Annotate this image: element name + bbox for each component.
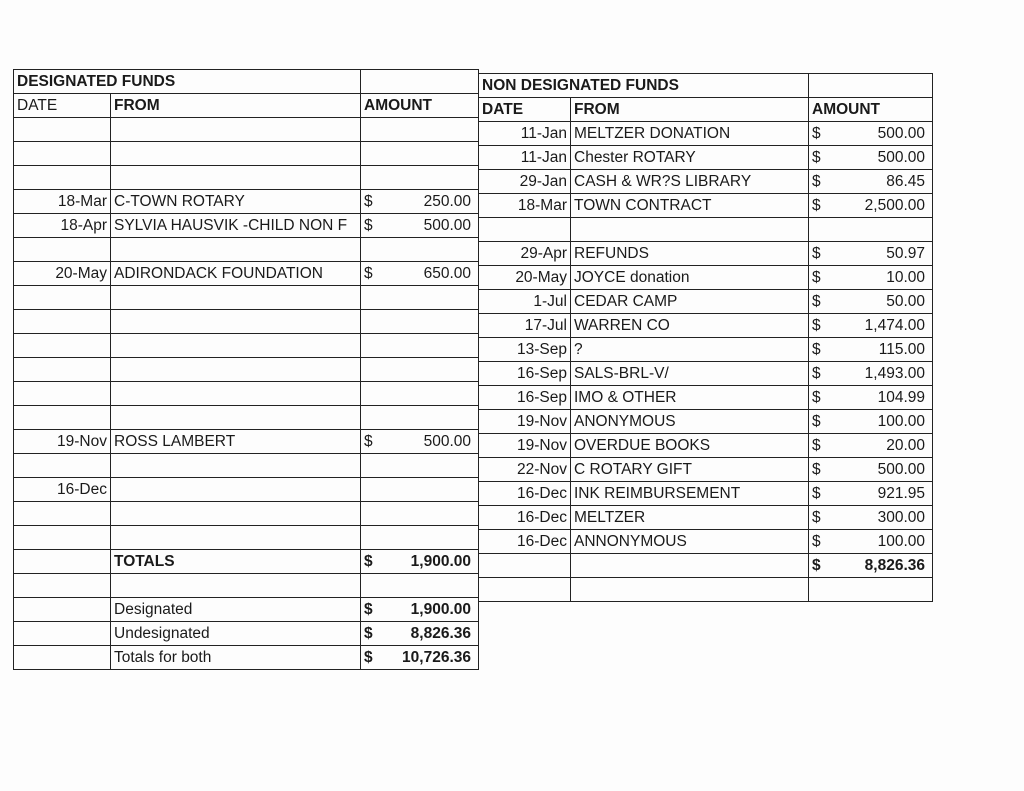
amount-value: 650.00	[423, 265, 471, 282]
amount-cell	[361, 646, 479, 670]
from-cell	[111, 334, 361, 358]
summary-row	[14, 646, 479, 670]
currency-symbol: $	[364, 625, 373, 642]
header-date: DATE	[14, 94, 111, 118]
from-cell: SALS-BRL-V/	[571, 362, 809, 386]
table-row	[479, 482, 933, 506]
table-row	[14, 118, 479, 142]
from-cell	[111, 166, 361, 190]
amount-cell	[361, 526, 479, 550]
amount-value: 50.97	[886, 245, 925, 262]
currency-symbol: $	[812, 509, 821, 526]
amount-cell	[361, 622, 479, 646]
amount-value: 50.00	[886, 293, 925, 310]
table-row	[14, 286, 479, 310]
amount-cell	[361, 478, 479, 502]
table-row	[14, 478, 479, 502]
non-designated-title-row	[479, 74, 933, 98]
table-row	[479, 362, 933, 386]
amount-cell	[361, 454, 479, 478]
currency-symbol: $	[364, 265, 373, 282]
from-cell: C ROTARY GIFT	[571, 458, 809, 482]
date-cell: 17-Jul	[479, 314, 571, 338]
from-cell	[571, 578, 809, 602]
currency-symbol: $	[364, 649, 373, 666]
amount-cell	[361, 502, 479, 526]
from-cell: INK REIMBURSEMENT	[571, 482, 809, 506]
table-row	[14, 166, 479, 190]
currency-symbol: $	[812, 125, 821, 142]
table-row	[479, 122, 933, 146]
designated-title-row	[14, 70, 479, 94]
currency-symbol: $	[812, 413, 821, 430]
from-cell	[111, 310, 361, 334]
table-row	[479, 146, 933, 170]
date-cell	[14, 286, 111, 310]
date-cell: 19-Nov	[479, 434, 571, 458]
table-row	[479, 218, 933, 242]
summary-label: Undesignated	[111, 622, 361, 646]
date-cell	[14, 550, 111, 574]
amount-cell	[361, 262, 479, 286]
table-row	[479, 266, 933, 290]
amount-value: 1,900.00	[410, 553, 471, 570]
amount-value: 1,474.00	[864, 317, 925, 334]
table-row	[479, 410, 933, 434]
date-cell	[14, 454, 111, 478]
from-cell: ANNONYMOUS	[571, 530, 809, 554]
currency-symbol: $	[812, 437, 821, 454]
currency-symbol: $	[364, 193, 373, 210]
table-row	[479, 338, 933, 362]
amount-cell	[809, 266, 933, 290]
amount-value: 104.99	[877, 389, 925, 406]
currency-symbol: $	[812, 485, 821, 502]
amount-cell	[361, 238, 479, 262]
from-cell: TOWN CONTRACT	[571, 194, 809, 218]
table-row	[479, 386, 933, 410]
blank-row	[479, 578, 933, 602]
table-row	[479, 194, 933, 218]
date-cell: 16-Dec	[14, 478, 111, 502]
from-cell: REFUNDS	[571, 242, 809, 266]
amount-value: 86.45	[886, 173, 925, 190]
table-row	[14, 502, 479, 526]
summary-label: Designated	[111, 598, 361, 622]
table-row	[479, 434, 933, 458]
from-cell	[111, 118, 361, 142]
header-from: FROM	[571, 98, 809, 122]
table-row	[14, 334, 479, 358]
from-cell	[111, 454, 361, 478]
amount-value: 300.00	[877, 509, 925, 526]
amount-value: 8,826.36	[864, 557, 925, 574]
currency-symbol: $	[812, 461, 821, 478]
from-cell: SYLVIA HAUSVIK -CHILD NON F	[111, 214, 361, 238]
from-cell: C-TOWN ROTARY	[111, 190, 361, 214]
currency-symbol: $	[812, 197, 821, 214]
non-designated-title: NON DESIGNATED FUNDS	[479, 74, 809, 98]
amount-cell	[361, 574, 479, 598]
from-cell	[111, 406, 361, 430]
date-cell: 19-Nov	[479, 410, 571, 434]
currency-symbol: $	[812, 149, 821, 166]
non-designated-funds-table	[478, 73, 933, 602]
date-cell	[14, 118, 111, 142]
amount-cell	[361, 358, 479, 382]
amount-cell	[361, 382, 479, 406]
summary-row	[14, 598, 479, 622]
amount-value: 921.95	[877, 485, 925, 502]
currency-symbol: $	[364, 553, 373, 570]
amount-value: 500.00	[877, 461, 925, 478]
date-cell: 16-Sep	[479, 362, 571, 386]
table-row	[14, 238, 479, 262]
table-row	[479, 314, 933, 338]
date-cell	[14, 502, 111, 526]
amount-cell	[361, 166, 479, 190]
currency-symbol: $	[812, 341, 821, 358]
date-cell	[14, 310, 111, 334]
from-cell	[571, 554, 809, 578]
date-cell: 18-Mar	[479, 194, 571, 218]
amount-value: 1,493.00	[864, 365, 925, 382]
from-cell: Chester ROTARY	[571, 146, 809, 170]
amount-cell	[361, 598, 479, 622]
amount-cell	[809, 506, 933, 530]
date-cell: 11-Jan	[479, 146, 571, 170]
date-cell: 16-Dec	[479, 506, 571, 530]
currency-symbol: $	[812, 269, 821, 286]
date-cell	[14, 526, 111, 550]
designated-title: DESIGNATED FUNDS	[14, 70, 361, 94]
table-row	[14, 262, 479, 286]
date-cell: 13-Sep	[479, 338, 571, 362]
currency-symbol: $	[812, 245, 821, 262]
from-cell: ?	[571, 338, 809, 362]
date-cell: 20-May	[479, 266, 571, 290]
currency-symbol: $	[812, 173, 821, 190]
table-row	[14, 190, 479, 214]
amount-value: 500.00	[877, 125, 925, 142]
amount-value: 10.00	[886, 269, 925, 286]
amount-cell	[809, 194, 933, 218]
amount-cell	[809, 290, 933, 314]
from-cell	[111, 574, 361, 598]
date-cell: 20-May	[14, 262, 111, 286]
date-cell: 22-Nov	[479, 458, 571, 482]
table-row	[479, 506, 933, 530]
amount-cell	[361, 310, 479, 334]
date-cell	[479, 578, 571, 602]
amount-cell	[809, 458, 933, 482]
date-cell: 16-Dec	[479, 530, 571, 554]
totals-row	[479, 554, 933, 578]
currency-symbol: $	[812, 365, 821, 382]
from-cell	[111, 382, 361, 406]
amount-cell	[361, 406, 479, 430]
from-cell	[111, 358, 361, 382]
currency-symbol: $	[812, 533, 821, 550]
amount-value: 115.00	[878, 341, 925, 358]
table-row	[14, 382, 479, 406]
table-row	[479, 290, 933, 314]
amount-cell	[809, 386, 933, 410]
from-cell: MELTZER DONATION	[571, 122, 809, 146]
amount-cell	[809, 482, 933, 506]
from-cell	[111, 286, 361, 310]
from-cell: ANONYMOUS	[571, 410, 809, 434]
currency-symbol: $	[812, 317, 821, 334]
amount-value: 1,900.00	[410, 601, 471, 618]
from-cell: IMO & OTHER	[571, 386, 809, 410]
table-row	[14, 430, 479, 454]
table-row	[479, 458, 933, 482]
date-cell	[14, 334, 111, 358]
from-cell: MELTZER	[571, 506, 809, 530]
non-designated-header-row	[479, 98, 933, 122]
date-cell: 18-Apr	[14, 214, 111, 238]
amount-value: 500.00	[423, 433, 471, 450]
from-cell	[111, 142, 361, 166]
from-cell: CEDAR CAMP	[571, 290, 809, 314]
date-cell	[479, 218, 571, 242]
amount-value: 20.00	[886, 437, 925, 454]
summary-row	[14, 622, 479, 646]
table-row	[14, 454, 479, 478]
header-amount: AMOUNT	[361, 94, 479, 118]
amount-cell	[809, 314, 933, 338]
date-cell	[14, 166, 111, 190]
date-cell	[14, 574, 111, 598]
from-cell: ADIRONDACK FOUNDATION	[111, 262, 361, 286]
amount-cell	[361, 118, 479, 142]
date-cell	[14, 646, 111, 670]
date-cell	[14, 142, 111, 166]
table-row	[14, 406, 479, 430]
blank-row	[14, 574, 479, 598]
amount-value: 8,826.36	[410, 625, 471, 642]
from-cell: WARREN CO	[571, 314, 809, 338]
currency-symbol: $	[812, 557, 821, 574]
table-row	[14, 214, 479, 238]
summary-label: Totals for both	[111, 646, 361, 670]
date-cell: 11-Jan	[479, 122, 571, 146]
from-cell	[111, 526, 361, 550]
amount-value: 100.00	[877, 413, 925, 430]
date-cell	[14, 382, 111, 406]
amount-cell	[809, 338, 933, 362]
date-cell: 1-Jul	[479, 290, 571, 314]
amount-cell	[809, 410, 933, 434]
currency-symbol: $	[364, 433, 373, 450]
totals-row	[14, 550, 479, 574]
header-date: DATE	[479, 98, 571, 122]
header-amount: AMOUNT	[809, 98, 933, 122]
amount-value: 100.00	[877, 533, 925, 550]
designated-header-row	[14, 94, 479, 118]
amount-cell	[361, 190, 479, 214]
currency-symbol: $	[812, 389, 821, 406]
table-row	[14, 526, 479, 550]
date-cell	[14, 598, 111, 622]
currency-symbol: $	[364, 601, 373, 618]
date-cell: 16-Sep	[479, 386, 571, 410]
table-row	[479, 242, 933, 266]
from-cell	[111, 502, 361, 526]
totals-label: TOTALS	[111, 550, 361, 574]
amount-value: 500.00	[877, 149, 925, 166]
amount-cell	[809, 170, 933, 194]
amount-cell	[361, 286, 479, 310]
from-cell: ROSS LAMBERT	[111, 430, 361, 454]
amount-cell	[809, 242, 933, 266]
date-cell	[14, 406, 111, 430]
from-cell: CASH & WR?S LIBRARY	[571, 170, 809, 194]
table-row	[14, 142, 479, 166]
currency-symbol: $	[812, 293, 821, 310]
amount-cell	[809, 122, 933, 146]
amount-cell	[361, 142, 479, 166]
amount-value: 250.00	[423, 193, 471, 210]
from-cell	[111, 238, 361, 262]
date-cell: 29-Jan	[479, 170, 571, 194]
amount-cell	[809, 218, 933, 242]
date-cell: 18-Mar	[14, 190, 111, 214]
date-cell: 16-Dec	[479, 482, 571, 506]
date-cell: 29-Apr	[479, 242, 571, 266]
from-cell: OVERDUE BOOKS	[571, 434, 809, 458]
date-cell	[14, 238, 111, 262]
date-cell	[479, 554, 571, 578]
from-cell: JOYCE donation	[571, 266, 809, 290]
amount-cell	[809, 578, 933, 602]
table-row	[14, 310, 479, 334]
designated-funds-table	[13, 69, 479, 670]
amount-cell	[361, 214, 479, 238]
amount-cell	[809, 530, 933, 554]
amount-value: 2,500.00	[864, 197, 925, 214]
from-cell	[571, 218, 809, 242]
from-cell	[111, 478, 361, 502]
amount-value: 10,726.36	[402, 649, 471, 666]
header-from: FROM	[111, 94, 361, 118]
currency-symbol: $	[364, 217, 373, 234]
table-row	[479, 170, 933, 194]
amount-cell	[361, 550, 479, 574]
amount-cell	[809, 434, 933, 458]
table-row	[479, 530, 933, 554]
amount-cell	[361, 334, 479, 358]
date-cell	[14, 358, 111, 382]
amount-cell	[809, 554, 933, 578]
table-row	[14, 358, 479, 382]
amount-cell	[809, 146, 933, 170]
amount-value: 500.00	[423, 217, 471, 234]
date-cell	[14, 622, 111, 646]
date-cell: 19-Nov	[14, 430, 111, 454]
amount-cell	[809, 362, 933, 386]
amount-cell	[361, 430, 479, 454]
